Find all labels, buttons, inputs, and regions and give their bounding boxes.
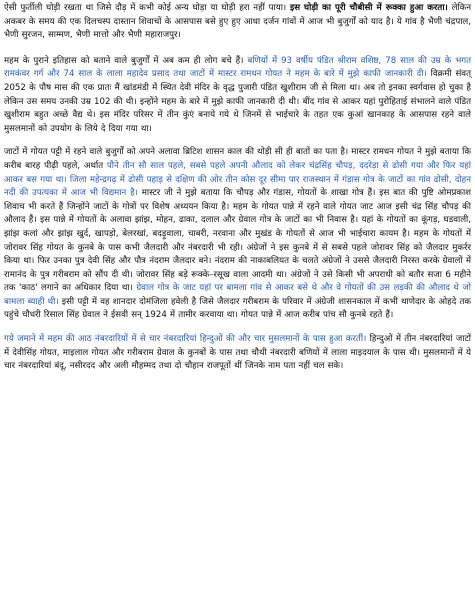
paragraph-3 <box>4 146 471 323</box>
text-run: लेकिन अकबर के समय की एक दिलचस्प दास्तान शिवाचों के आसपास बसे हुए हुए आधा दर्जन गांवों में आज भी बुजुर्गों को याद है। ये गांव है भैणी चंद्रपाल, भैणी सुरजन, साम्मण, भैणी मात्तो और भैणी महाराजपुर। <box>4 3 472 41</box>
paragraph-4 <box>4 333 471 374</box>
bold-text-run: इस घोड़ी का पूरी चौबीसी में रूक्का हुआ करता। <box>289 3 448 13</box>
text-run: महम के पुराने इतिहास को बताने वाले बुजुर्गों में अब कम ही लोग बचे हैं। <box>4 55 248 66</box>
highlighted-text-run: गये जमाने में महम की आठ नंबरदारियों में से चार नंबरदारियां हिन्दुओं की और चार मुसलमानों के पास हुआ करतीं। <box>4 334 367 345</box>
text-run: जाटों में गोयत पट्टी में रहने वाले बुजुर्गों को अपने अलावा ब्रिटिश शासन काल की थोड़ी सी ही बातों का पता है। मास्टर रामधन गोयत ने मुझे बताया कि करीब बारह पीढ़ी पहले, अर्थात <box>4 147 471 171</box>
paragraph-1 <box>4 2 471 43</box>
text-run: ऐसी फुर्तीली घोड़ी रखता था जिसे दौड़ में कभी कोई अन्य घोड़ा या घोड़ी हरा नहीं पाया। <box>4 3 290 13</box>
text-run: मास्टर जी ने मुझे बताया कि चौपड़ और गंडास, गोयतों के शाखा गोत्र हैं। इस बात की पुष्टि ओमप्रकाश शिवाच भी करते हैं जिन्होंने जाटों के गोत्रों पर विशेष अध्ययन किया है। महम के गोयत पान्ने में रहने वाले गोयत जाट आज इसी चंद्र सिंह चौपड़ की औलाद हैं। इस पान्ने में गोयतों के अलावा झांझ, मोहन, ढाका, दलाल और ग्रेवाल गोत्र के जाटों का भी निवास है। यहां के गोयतों का कूंगड़, घडवाली, झांझ कलां और झांझ खुर्द, खापड़ो, बेलरखां, बदड़ूवाला, चाबरी, नरवाना और मुखंड के गोयतों से आज भी भाईचारा कायम है। महम के गोयतों में जोरावर सिंह गोयत के कुनबे के पास कभी जैलदारी और नंबरदारी भी रही। अंग्रेजों ने इस कुनबे में से सबसे पहले जोरावर सिंह को जैलदार मुकर्रर किया था। फिर उनका पुत्र देवी सिंह और पौत्र नंदराम जैलदार बने। नंदराम की नाकाबलियत के चलते अंग्रेजों ने उससे जैलदारी निरस्त करके ग्रेवालों में रामानंद के पुत्र गरीबराम को सौंप दी थी। जोरावर सिंह बड़े रूक्के–रसूख वाला आदमी था। अंग्रेजों ने उसे किसी भी अपराधी को बतौर सजा 6 महीने तक 'काठ' लगाने का अधिकार दिया था। <box>4 188 472 294</box>
highlighted-text-run: ग्रेवाल गोत्र के जाट यहां पर बामला गांव से आकर बसे थे और वे गोयतों की उस लड़की की औलाद थे जो बामला ब्याही थी। <box>4 283 471 307</box>
highlighted-text-run: पौने तीन सौ साल पहले, सबसे पहले अपनी औलाद को लेकर चंद्रसिंह चौपड़, ददरेड़ा से ढोसी गया और फिर यहां आकर बस गया था। <box>4 160 471 185</box>
paragraph-2 <box>4 55 471 137</box>
text-run: इसी पट्टी में वह शानदार दोमंजिला हवेली है जिसे जैलदार गरीबराम के परिवार में अंग्रेजी शासनकाल में कभी थाणेदार के ओहदे तक पहुंचे चौधरी रिसाल सिंह ग्रेवाल ने ईसवी सन् 1924 में तामीर करवाया था। गोयत पान्ने में आज करीब पांच सौ कुनबे रहते हैं। <box>4 296 471 321</box>
text-run: विक्रमी संवत् 2052 के पौष मास की एक प्रातः मैं खांडमंडी में स्थित देवी मंदिर के वृद्ध पुजारी पंडित खुशीराम जी से मिला था। अब तो इनका स्वर्गवास हो चुका है लेकिन उस समय उनकी उम्र 102 की थी। इन्होंने महम के बारे में मुझे काफी जानकारी दी थी। बींद गांव से आकर यहां पुरोहिताई संभालने वाले पंडित खुशीराम बहुत अच्छे वैद्य थे। इस मंदिर परिसर में तीन कुंएं बनाये गये थे जिनमें से भाईचारे के तहत एक कुआं खानकाह के आसपास रहने वाले मुसलमानों को उपयोग के लिये दे दिया गया था। <box>4 69 471 134</box>
text-run: हिन्दुओं में तीन नंबरदारियां जाटों में देवीसिंह गोयत, माइलाल गोयत और गरीबराम ग्रेवाल के कुनबों के पास तथा चौथी नंबरदारी बणियों में लाला माइदयाल के पास थी। मुसलमानों में ये चार नंबरदारियां बंदू, नसीरदद और अली मौहम्मद तथा दो चौहान राजपूतों थीं जिनके नाम पता नहीं चल सके। <box>4 334 472 372</box>
highlighted-text-run: बणियों में 93 वर्षीय पंडित श्रीराम वशिष्ठ, 78 साल की उम्र के भगत रामकंवर गर्ग और 74 साल के लाला महादेव प्रसाद तथा जाटों में मास्टर रामधन गोयत ने महम के बारे में मुझे काफी जानकारी दी। <box>4 55 471 80</box>
highlighted-text-run: जिला महेन्द्रगढ़ में ढोसी पहाड़ से दक्षिण की ओर तीन कोस दूर सीमा पार राजस्थान में गंडास गोत्र के जाटों का गांव ढोसी, दोहन नदी की उपत्यका में आज भी विद्यमान है। <box>4 174 471 199</box>
